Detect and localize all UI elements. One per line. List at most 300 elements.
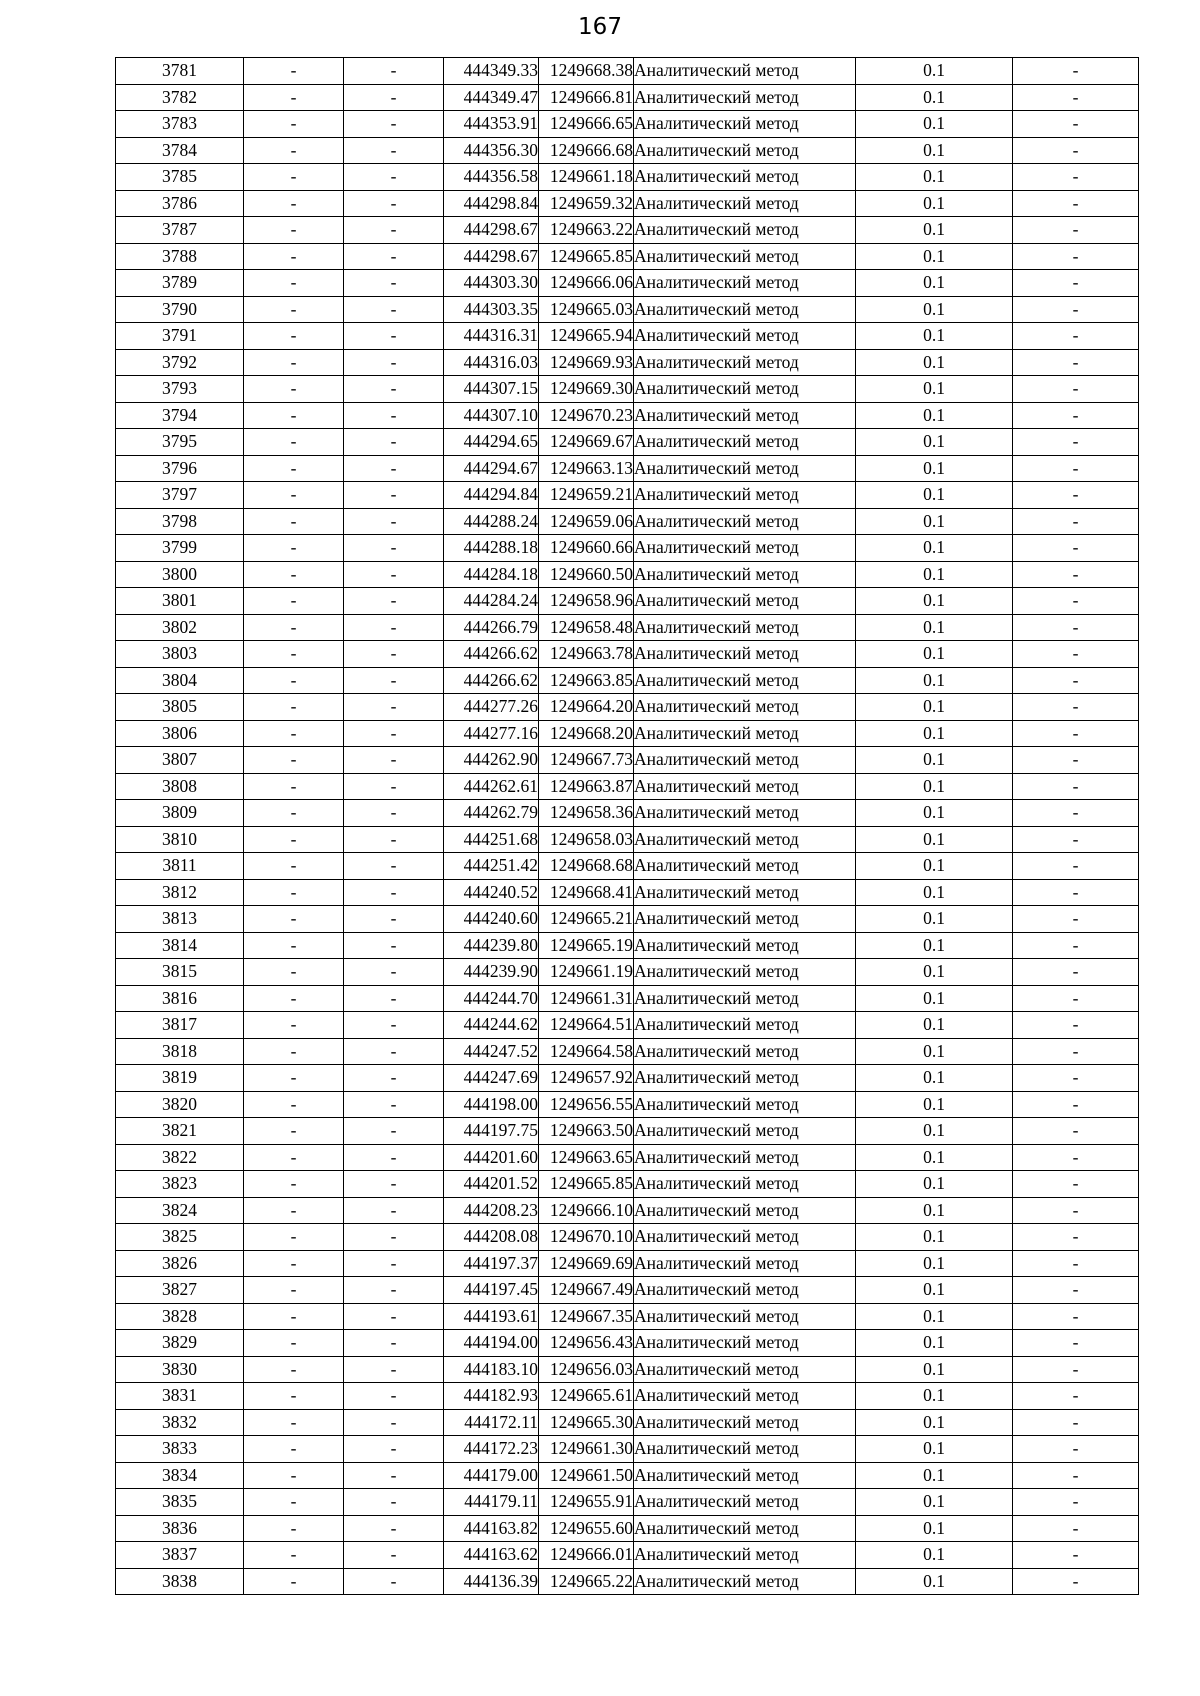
- dash-cell: -: [1013, 217, 1139, 244]
- dash-cell: -: [344, 667, 444, 694]
- table-row: [116, 1462, 1139, 1489]
- y-coordinate-cell: 1249669.69: [539, 1250, 634, 1277]
- dash-cell: -: [344, 270, 444, 297]
- accuracy-cell: 0.1: [856, 164, 1013, 191]
- x-coordinate-cell: 444197.75: [444, 1118, 539, 1145]
- dash-cell: -: [244, 535, 344, 562]
- x-coordinate-cell: 444298.84: [444, 190, 539, 217]
- dash-cell: -: [244, 826, 344, 853]
- y-coordinate-cell: 1249665.03: [539, 296, 634, 323]
- x-coordinate-cell: 444307.15: [444, 376, 539, 403]
- method-cell: Аналитический метод: [634, 588, 856, 615]
- dash-cell: -: [244, 1303, 344, 1330]
- dash-cell: -: [244, 720, 344, 747]
- x-coordinate-cell: 444136.39: [444, 1568, 539, 1595]
- y-coordinate-cell: 1249669.67: [539, 429, 634, 456]
- dash-cell: -: [1013, 243, 1139, 270]
- x-coordinate-cell: 444208.23: [444, 1197, 539, 1224]
- table-row: [116, 800, 1139, 827]
- accuracy-cell: 0.1: [856, 826, 1013, 853]
- table-row: [116, 508, 1139, 535]
- x-coordinate-cell: 444277.16: [444, 720, 539, 747]
- x-coordinate-cell: 444288.18: [444, 535, 539, 562]
- table-row: [116, 1356, 1139, 1383]
- point-number-cell: 3787: [116, 217, 244, 244]
- dash-cell: -: [244, 853, 344, 880]
- method-cell: Аналитический метод: [634, 429, 856, 456]
- point-number-cell: 3809: [116, 800, 244, 827]
- point-number-cell: 3837: [116, 1542, 244, 1569]
- dash-cell: -: [244, 1542, 344, 1569]
- dash-cell: -: [344, 402, 444, 429]
- y-coordinate-cell: 1249668.38: [539, 58, 634, 85]
- point-number-cell: 3810: [116, 826, 244, 853]
- x-coordinate-cell: 444262.90: [444, 747, 539, 774]
- method-cell: Аналитический метод: [634, 667, 856, 694]
- dash-cell: -: [1013, 1118, 1139, 1145]
- dash-cell: -: [344, 1277, 444, 1304]
- method-cell: Аналитический метод: [634, 1356, 856, 1383]
- point-number-cell: 3826: [116, 1250, 244, 1277]
- dash-cell: -: [1013, 1409, 1139, 1436]
- point-number-cell: 3811: [116, 853, 244, 880]
- x-coordinate-cell: 444356.58: [444, 164, 539, 191]
- table-row: [116, 1542, 1139, 1569]
- y-coordinate-cell: 1249661.19: [539, 959, 634, 986]
- table-row: [116, 1065, 1139, 1092]
- dash-cell: -: [344, 1224, 444, 1251]
- x-coordinate-cell: 444294.65: [444, 429, 539, 456]
- x-coordinate-cell: 444298.67: [444, 243, 539, 270]
- y-coordinate-cell: 1249660.66: [539, 535, 634, 562]
- dash-cell: -: [1013, 1436, 1139, 1463]
- dash-cell: -: [244, 1012, 344, 1039]
- x-coordinate-cell: 444179.00: [444, 1462, 539, 1489]
- dash-cell: -: [344, 217, 444, 244]
- point-number-cell: 3786: [116, 190, 244, 217]
- accuracy-cell: 0.1: [856, 1436, 1013, 1463]
- point-number-cell: 3797: [116, 482, 244, 509]
- method-cell: Аналитический метод: [634, 1118, 856, 1145]
- point-number-cell: 3816: [116, 985, 244, 1012]
- dash-cell: -: [244, 349, 344, 376]
- dash-cell: -: [244, 1568, 344, 1595]
- y-coordinate-cell: 1249659.21: [539, 482, 634, 509]
- method-cell: Аналитический метод: [634, 1542, 856, 1569]
- table-row: [116, 932, 1139, 959]
- method-cell: Аналитический метод: [634, 1144, 856, 1171]
- x-coordinate-cell: 444182.93: [444, 1383, 539, 1410]
- dash-cell: -: [344, 747, 444, 774]
- dash-cell: -: [344, 482, 444, 509]
- table-row: [116, 349, 1139, 376]
- dash-cell: -: [344, 1409, 444, 1436]
- table-row: [116, 1197, 1139, 1224]
- table-row: [116, 190, 1139, 217]
- point-number-cell: 3781: [116, 58, 244, 85]
- accuracy-cell: 0.1: [856, 853, 1013, 880]
- table-row: [116, 296, 1139, 323]
- method-cell: Аналитический метод: [634, 826, 856, 853]
- point-number-cell: 3838: [116, 1568, 244, 1595]
- accuracy-cell: 0.1: [856, 1224, 1013, 1251]
- method-cell: Аналитический метод: [634, 985, 856, 1012]
- point-number-cell: 3803: [116, 641, 244, 668]
- dash-cell: -: [1013, 720, 1139, 747]
- y-coordinate-cell: 1249663.78: [539, 641, 634, 668]
- dash-cell: -: [1013, 1489, 1139, 1516]
- dash-cell: -: [344, 800, 444, 827]
- x-coordinate-cell: 444172.11: [444, 1409, 539, 1436]
- x-coordinate-cell: 444294.84: [444, 482, 539, 509]
- dash-cell: -: [244, 508, 344, 535]
- y-coordinate-cell: 1249665.94: [539, 323, 634, 350]
- point-number-cell: 3791: [116, 323, 244, 350]
- accuracy-cell: 0.1: [856, 84, 1013, 111]
- accuracy-cell: 0.1: [856, 985, 1013, 1012]
- method-cell: Аналитический метод: [634, 1197, 856, 1224]
- point-number-cell: 3799: [116, 535, 244, 562]
- dash-cell: -: [344, 1330, 444, 1357]
- method-cell: Аналитический метод: [634, 1330, 856, 1357]
- table-row: [116, 58, 1139, 85]
- method-cell: Аналитический метод: [634, 720, 856, 747]
- dash-cell: -: [1013, 349, 1139, 376]
- accuracy-cell: 0.1: [856, 641, 1013, 668]
- dash-cell: -: [244, 959, 344, 986]
- x-coordinate-cell: 444277.26: [444, 694, 539, 721]
- x-coordinate-cell: 444244.70: [444, 985, 539, 1012]
- dash-cell: -: [344, 1383, 444, 1410]
- dash-cell: -: [1013, 58, 1139, 85]
- method-cell: Аналитический метод: [634, 614, 856, 641]
- table-row: [116, 270, 1139, 297]
- table-row: [116, 243, 1139, 270]
- table-row: [116, 376, 1139, 403]
- table-row: [116, 773, 1139, 800]
- dash-cell: -: [1013, 1012, 1139, 1039]
- dash-cell: -: [1013, 747, 1139, 774]
- method-cell: Аналитический метод: [634, 1568, 856, 1595]
- dash-cell: -: [344, 1489, 444, 1516]
- accuracy-cell: 0.1: [856, 1568, 1013, 1595]
- table-row: [116, 455, 1139, 482]
- dash-cell: -: [244, 1356, 344, 1383]
- dash-cell: -: [344, 455, 444, 482]
- y-coordinate-cell: 1249670.10: [539, 1224, 634, 1251]
- x-coordinate-cell: 444262.79: [444, 800, 539, 827]
- dash-cell: -: [344, 137, 444, 164]
- dash-cell: -: [1013, 694, 1139, 721]
- dash-cell: -: [1013, 800, 1139, 827]
- dash-cell: -: [244, 1409, 344, 1436]
- table-body: [116, 58, 1139, 1595]
- dash-cell: -: [1013, 826, 1139, 853]
- accuracy-cell: 0.1: [856, 720, 1013, 747]
- method-cell: Аналитический метод: [634, 747, 856, 774]
- method-cell: Аналитический метод: [634, 1515, 856, 1542]
- dash-cell: -: [244, 190, 344, 217]
- y-coordinate-cell: 1249657.92: [539, 1065, 634, 1092]
- dash-cell: -: [1013, 1144, 1139, 1171]
- point-number-cell: 3833: [116, 1436, 244, 1463]
- dash-cell: -: [244, 1462, 344, 1489]
- x-coordinate-cell: 444172.23: [444, 1436, 539, 1463]
- accuracy-cell: 0.1: [856, 800, 1013, 827]
- dash-cell: -: [344, 1012, 444, 1039]
- table-row: [116, 137, 1139, 164]
- accuracy-cell: 0.1: [856, 1197, 1013, 1224]
- y-coordinate-cell: 1249663.22: [539, 217, 634, 244]
- method-cell: Аналитический метод: [634, 1091, 856, 1118]
- y-coordinate-cell: 1249665.85: [539, 1171, 634, 1198]
- dash-cell: -: [244, 1091, 344, 1118]
- dash-cell: -: [344, 1091, 444, 1118]
- dash-cell: -: [1013, 1542, 1139, 1569]
- y-coordinate-cell: 1249666.06: [539, 270, 634, 297]
- table-row: [116, 84, 1139, 111]
- dash-cell: -: [344, 535, 444, 562]
- dash-cell: -: [244, 164, 344, 191]
- method-cell: Аналитический метод: [634, 455, 856, 482]
- point-number-cell: 3815: [116, 959, 244, 986]
- x-coordinate-cell: 444353.91: [444, 111, 539, 138]
- x-coordinate-cell: 444266.62: [444, 641, 539, 668]
- dash-cell: -: [1013, 1356, 1139, 1383]
- y-coordinate-cell: 1249667.73: [539, 747, 634, 774]
- accuracy-cell: 0.1: [856, 1303, 1013, 1330]
- table-row: [116, 853, 1139, 880]
- y-coordinate-cell: 1249659.32: [539, 190, 634, 217]
- dash-cell: -: [1013, 932, 1139, 959]
- point-number-cell: 3794: [116, 402, 244, 429]
- y-coordinate-cell: 1249658.36: [539, 800, 634, 827]
- dash-cell: -: [1013, 1197, 1139, 1224]
- x-coordinate-cell: 444240.52: [444, 879, 539, 906]
- table-row: [116, 747, 1139, 774]
- dash-cell: -: [244, 402, 344, 429]
- y-coordinate-cell: 1249655.60: [539, 1515, 634, 1542]
- dash-cell: -: [1013, 879, 1139, 906]
- y-coordinate-cell: 1249658.03: [539, 826, 634, 853]
- table-row: [116, 1383, 1139, 1410]
- point-number-cell: 3817: [116, 1012, 244, 1039]
- dash-cell: -: [344, 853, 444, 880]
- x-coordinate-cell: 444201.60: [444, 1144, 539, 1171]
- table-row: [116, 641, 1139, 668]
- dash-cell: -: [1013, 1065, 1139, 1092]
- table-row: [116, 667, 1139, 694]
- method-cell: Аналитический метод: [634, 694, 856, 721]
- dash-cell: -: [244, 429, 344, 456]
- point-number-cell: 3788: [116, 243, 244, 270]
- accuracy-cell: 0.1: [856, 1091, 1013, 1118]
- dash-cell: -: [1013, 137, 1139, 164]
- accuracy-cell: 0.1: [856, 58, 1013, 85]
- point-number-cell: 3806: [116, 720, 244, 747]
- method-cell: Аналитический метод: [634, 773, 856, 800]
- point-number-cell: 3828: [116, 1303, 244, 1330]
- table-row: [116, 217, 1139, 244]
- y-coordinate-cell: 1249666.65: [539, 111, 634, 138]
- dash-cell: -: [344, 164, 444, 191]
- table-row: [116, 1144, 1139, 1171]
- accuracy-cell: 0.1: [856, 1118, 1013, 1145]
- method-cell: Аналитический метод: [634, 879, 856, 906]
- accuracy-cell: 0.1: [856, 667, 1013, 694]
- accuracy-cell: 0.1: [856, 137, 1013, 164]
- dash-cell: -: [244, 932, 344, 959]
- dash-cell: -: [244, 376, 344, 403]
- dash-cell: -: [344, 641, 444, 668]
- point-number-cell: 3783: [116, 111, 244, 138]
- point-number-cell: 3836: [116, 1515, 244, 1542]
- accuracy-cell: 0.1: [856, 1277, 1013, 1304]
- method-cell: Аналитический метод: [634, 1065, 856, 1092]
- dash-cell: -: [1013, 1330, 1139, 1357]
- method-cell: Аналитический метод: [634, 1489, 856, 1516]
- table-row: [116, 482, 1139, 509]
- accuracy-cell: 0.1: [856, 111, 1013, 138]
- point-number-cell: 3798: [116, 508, 244, 535]
- y-coordinate-cell: 1249663.13: [539, 455, 634, 482]
- dash-cell: -: [244, 58, 344, 85]
- method-cell: Аналитический метод: [634, 1012, 856, 1039]
- accuracy-cell: 0.1: [856, 535, 1013, 562]
- x-coordinate-cell: 444349.47: [444, 84, 539, 111]
- point-number-cell: 3790: [116, 296, 244, 323]
- table-row: [116, 1171, 1139, 1198]
- x-coordinate-cell: 444247.69: [444, 1065, 539, 1092]
- dash-cell: -: [344, 1038, 444, 1065]
- accuracy-cell: 0.1: [856, 455, 1013, 482]
- dash-cell: -: [344, 1250, 444, 1277]
- accuracy-cell: 0.1: [856, 1383, 1013, 1410]
- dash-cell: -: [1013, 667, 1139, 694]
- dash-cell: -: [344, 349, 444, 376]
- method-cell: Аналитический метод: [634, 906, 856, 933]
- dash-cell: -: [244, 482, 344, 509]
- dash-cell: -: [344, 959, 444, 986]
- dash-cell: -: [1013, 1568, 1139, 1595]
- x-coordinate-cell: 444316.03: [444, 349, 539, 376]
- dash-cell: -: [344, 932, 444, 959]
- accuracy-cell: 0.1: [856, 1356, 1013, 1383]
- table-row: [116, 1012, 1139, 1039]
- dash-cell: -: [244, 1515, 344, 1542]
- dash-cell: -: [244, 1330, 344, 1357]
- dash-cell: -: [344, 1356, 444, 1383]
- method-cell: Аналитический метод: [634, 800, 856, 827]
- dash-cell: -: [1013, 1303, 1139, 1330]
- dash-cell: -: [1013, 376, 1139, 403]
- table-row: [116, 959, 1139, 986]
- dash-cell: -: [244, 1277, 344, 1304]
- method-cell: Аналитический метод: [634, 535, 856, 562]
- dash-cell: -: [1013, 1250, 1139, 1277]
- method-cell: Аналитический метод: [634, 349, 856, 376]
- accuracy-cell: 0.1: [856, 588, 1013, 615]
- dash-cell: -: [1013, 959, 1139, 986]
- dash-cell: -: [244, 111, 344, 138]
- y-coordinate-cell: 1249659.06: [539, 508, 634, 535]
- dash-cell: -: [344, 561, 444, 588]
- dash-cell: -: [1013, 482, 1139, 509]
- method-cell: Аналитический метод: [634, 164, 856, 191]
- accuracy-cell: 0.1: [856, 1171, 1013, 1198]
- point-number-cell: 3793: [116, 376, 244, 403]
- dash-cell: -: [344, 1171, 444, 1198]
- table-row: [116, 1515, 1139, 1542]
- dash-cell: -: [244, 84, 344, 111]
- x-coordinate-cell: 444298.67: [444, 217, 539, 244]
- dash-cell: -: [344, 1568, 444, 1595]
- accuracy-cell: 0.1: [856, 879, 1013, 906]
- dash-cell: -: [244, 1197, 344, 1224]
- table-row: [116, 1330, 1139, 1357]
- table-row: [116, 1568, 1139, 1595]
- point-number-cell: 3832: [116, 1409, 244, 1436]
- x-coordinate-cell: 444194.00: [444, 1330, 539, 1357]
- dash-cell: -: [344, 614, 444, 641]
- x-coordinate-cell: 444163.82: [444, 1515, 539, 1542]
- y-coordinate-cell: 1249661.30: [539, 1436, 634, 1463]
- dash-cell: -: [1013, 906, 1139, 933]
- x-coordinate-cell: 444240.60: [444, 906, 539, 933]
- dash-cell: -: [244, 1489, 344, 1516]
- accuracy-cell: 0.1: [856, 1038, 1013, 1065]
- dash-cell: -: [244, 296, 344, 323]
- point-number-cell: 3822: [116, 1144, 244, 1171]
- dash-cell: -: [244, 906, 344, 933]
- dash-cell: -: [1013, 561, 1139, 588]
- dash-cell: -: [1013, 402, 1139, 429]
- accuracy-cell: 0.1: [856, 349, 1013, 376]
- dash-cell: -: [1013, 1383, 1139, 1410]
- point-number-cell: 3785: [116, 164, 244, 191]
- point-number-cell: 3830: [116, 1356, 244, 1383]
- table-row: [116, 694, 1139, 721]
- dash-cell: -: [1013, 1224, 1139, 1251]
- method-cell: Аналитический метод: [634, 1436, 856, 1463]
- accuracy-cell: 0.1: [856, 270, 1013, 297]
- x-coordinate-cell: 444183.10: [444, 1356, 539, 1383]
- method-cell: Аналитический метод: [634, 190, 856, 217]
- point-number-cell: 3796: [116, 455, 244, 482]
- dash-cell: -: [344, 1303, 444, 1330]
- table-row: [116, 1436, 1139, 1463]
- table-row: [116, 879, 1139, 906]
- table-row: [116, 1250, 1139, 1277]
- dash-cell: -: [244, 614, 344, 641]
- dash-cell: -: [344, 773, 444, 800]
- table-row: [116, 906, 1139, 933]
- x-coordinate-cell: 444356.30: [444, 137, 539, 164]
- dash-cell: -: [244, 667, 344, 694]
- table-row: [116, 111, 1139, 138]
- table-row: [116, 1489, 1139, 1516]
- dash-cell: -: [1013, 296, 1139, 323]
- table-row: [116, 1277, 1139, 1304]
- dash-cell: -: [1013, 190, 1139, 217]
- x-coordinate-cell: 444239.90: [444, 959, 539, 986]
- table-row: [116, 614, 1139, 641]
- x-coordinate-cell: 444251.68: [444, 826, 539, 853]
- x-coordinate-cell: 444316.31: [444, 323, 539, 350]
- x-coordinate-cell: 444294.67: [444, 455, 539, 482]
- dash-cell: -: [244, 985, 344, 1012]
- point-number-cell: 3831: [116, 1383, 244, 1410]
